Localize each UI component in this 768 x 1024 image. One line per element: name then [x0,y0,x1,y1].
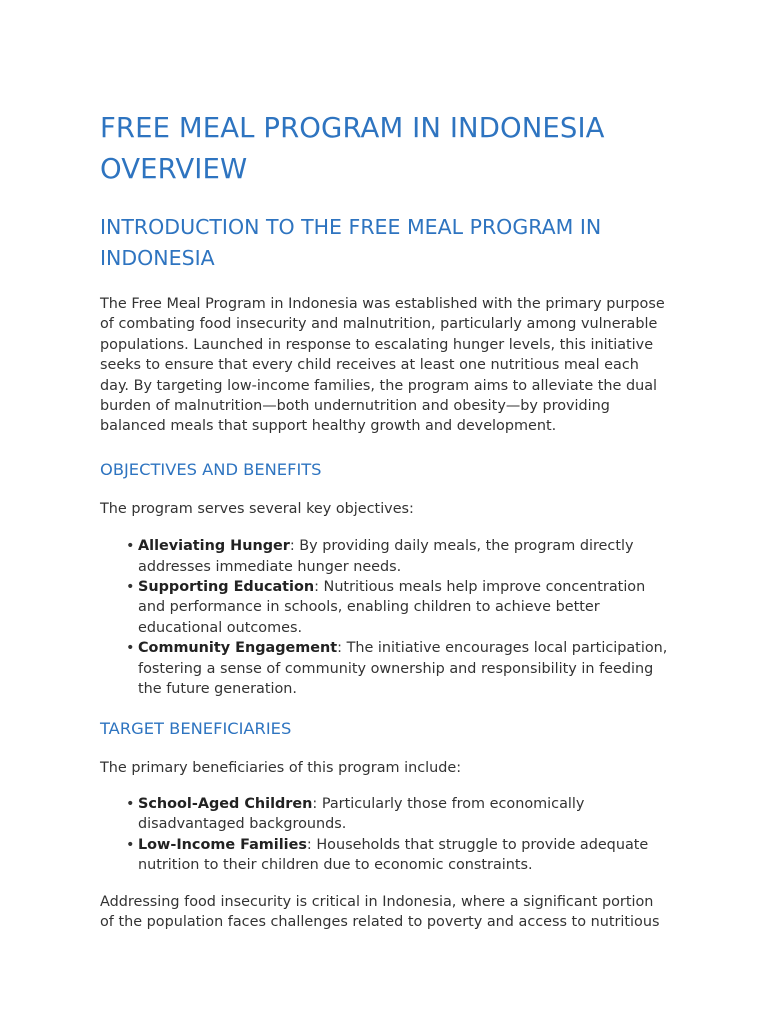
list-item-text: : Nutritious meals help improve concentration and performance in schools, enabling children to achieve better educational outcomes. [138,579,646,636]
bullet-icon: • [126,640,135,657]
list-item-term: Community Engagement [138,640,338,657]
list-item [126,536,668,577]
objectives-lead: The program serves several key objectives: [100,500,414,517]
beneficiaries-list [100,794,668,876]
list-item [126,577,668,638]
objectives-list [100,536,668,699]
bullet-icon: • [126,579,135,596]
beneficiaries-heading: TARGET BENEFICIARIES [100,718,292,738]
objectives-heading: OBJECTIVES AND BENEFITS [100,459,322,479]
list-item [126,794,668,835]
beneficiaries-lead: The primary beneficiaries of this program include: [100,759,462,776]
list-item-text: : By providing daily meals, the program directly addresses immediate hunger needs. [138,538,634,575]
intro-paragraph: The Free Meal Program in Indonesia was established with the primary purpose of combating food insecurity and malnutrition, particularly among vulnerable populations. Launched in response to escalating hunger levels, this initiative seeks to ensure that every child receives at least one nutritious meal each day. By targeting low-income families, the program aims to alleviate the dual burden of malnutrition—both undernutrition and obesity—by providing balanced meals that support healthy growth and development. [100,296,665,435]
bullet-icon: • [126,836,135,853]
intro-heading: INTRODUCTION TO THE FREE MEAL PROGRAM IN INDONESIA [100,215,602,270]
list-item [126,835,668,876]
list-item-term: Low-Income Families [138,836,307,853]
list-item-term: Alleviating Hunger [138,538,290,555]
list-item-term: School-Aged Children [138,795,313,812]
bullet-icon: • [126,795,135,812]
list-item [126,638,668,699]
list-item-text: : The initiative encourages local participation, fostering a sense of community ownership and responsibility in feeding the future generation. [138,640,668,698]
list-item-text: : Particularly those from economically disadvantaged backgrounds. [138,795,585,833]
bullet-icon: • [126,538,135,555]
closing-paragraph: Addressing food insecurity is critical in Indonesia, where a significant portion of the population faces challenges related to poverty and access to nutritious [100,893,660,930]
list-item-term: Supporting Education [138,579,315,596]
document-title: FREE MEAL PROGRAM IN INDONESIA OVERVIEW [100,112,605,185]
list-item-text: : Households that struggle to provide adequate nutrition to their children due to economic constraints. [138,836,649,874]
